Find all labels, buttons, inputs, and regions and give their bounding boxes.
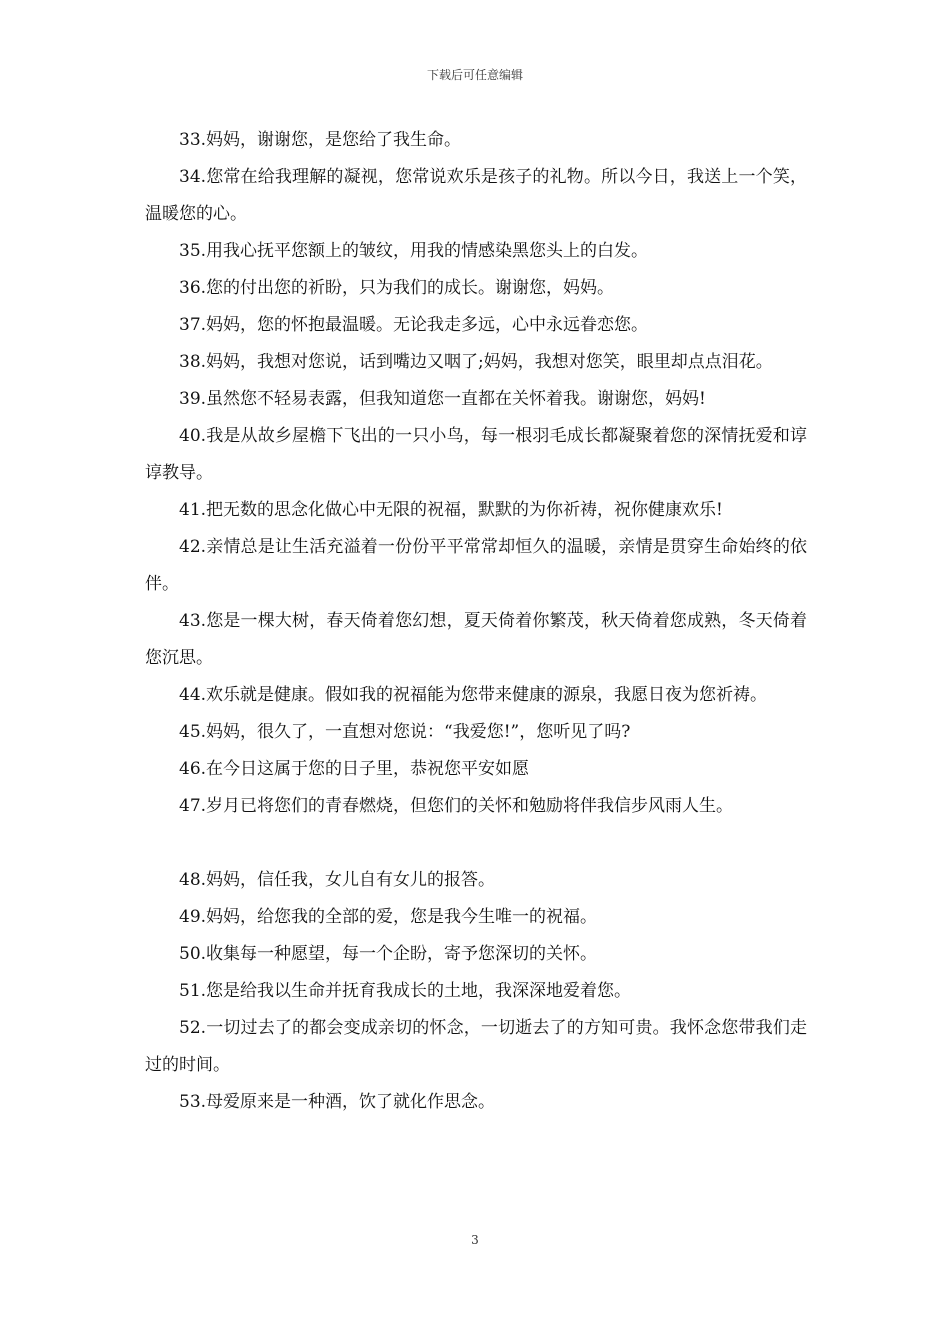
list-item: 38.妈妈，我想对您说，话到嘴边又咽了;妈妈，我想对您笑，眼里却点点泪花。 <box>179 352 773 372</box>
list-item: 41.把无数的思念化做心中无限的祝福，默默的为你祈祷，祝你健康欢乐! <box>179 500 723 520</box>
list-item: 36.您的付出您的祈盼，只为我们的成长。谢谢您，妈妈。 <box>179 278 615 298</box>
list-item: 39.虽然您不轻易表露，但我知道您一直都在关怀着我。谢谢您，妈妈! <box>179 389 706 409</box>
list-item: 43.您是一棵大树，春天倚着您幻想，夏天倚着你繁茂，秋天倚着您成熟，冬天倚着您沉思。 <box>145 611 807 668</box>
list-item: 53.母爱原来是一种酒，饮了就化作思念。 <box>179 1092 496 1112</box>
document-body <box>145 122 807 1121</box>
list-item: 47.岁月已将您们的青春燃烧，但您们的关怀和勉励将伴我信步风雨人生。 <box>179 796 734 816</box>
list-item: 49.妈妈，给您我的全部的爱，您是我今生唯一的祝福。 <box>179 907 598 927</box>
list-item: 35.用我心抚平您额上的皱纹，用我的情感染黑您头上的白发。 <box>179 241 649 261</box>
list-item: 44.欢乐就是健康。假如我的祝福能为您带来健康的源泉，我愿日夜为您祈祷。 <box>179 685 768 705</box>
list-item: 34.您常在给我理解的凝视，您常说欢乐是孩子的礼物。所以今日，我送上一个笑，温暖您的心。 <box>145 167 807 224</box>
list-item: 42.亲情总是让生活充溢着一份份平平常常却恒久的温暖，亲情是贯穿生命始终的依伴。 <box>145 537 807 594</box>
list-item: 40.我是从故乡屋檐下飞出的一只小鸟，每一根羽毛成长都凝聚着您的深情抚爱和谆谆教导。 <box>145 426 807 483</box>
page-number: 3 <box>471 1233 479 1247</box>
page-header: 下载后可任意编辑 <box>426 68 523 82</box>
list-item: 33.妈妈，谢谢您，是您给了我生命。 <box>179 130 462 150</box>
list-item: 51.您是给我以生命并抚育我成长的土地，我深深地爱着您。 <box>179 981 632 1001</box>
list-item: 52.一切过去了的都会变成亲切的怀念，一切逝去了的方知可贵。我怀念您带我们走过的时间。 <box>145 1018 807 1075</box>
list-item: 37.妈妈，您的怀抱最温暖。无论我走多远，心中永远眷恋您。 <box>179 315 649 335</box>
list-item: 48.妈妈，信任我，女儿自有女儿的报答。 <box>179 870 496 890</box>
list-item: 45.妈妈，很久了，一直想对您说：“我爱您!”，您听见了吗? <box>179 722 631 742</box>
paragraph-spacer <box>145 825 807 862</box>
list-item: 46.在今日这属于您的日子里，恭祝您平安如愿 <box>179 759 530 779</box>
list-item: 50.收集每一种愿望，每一个企盼，寄予您深切的关怀。 <box>179 944 598 964</box>
